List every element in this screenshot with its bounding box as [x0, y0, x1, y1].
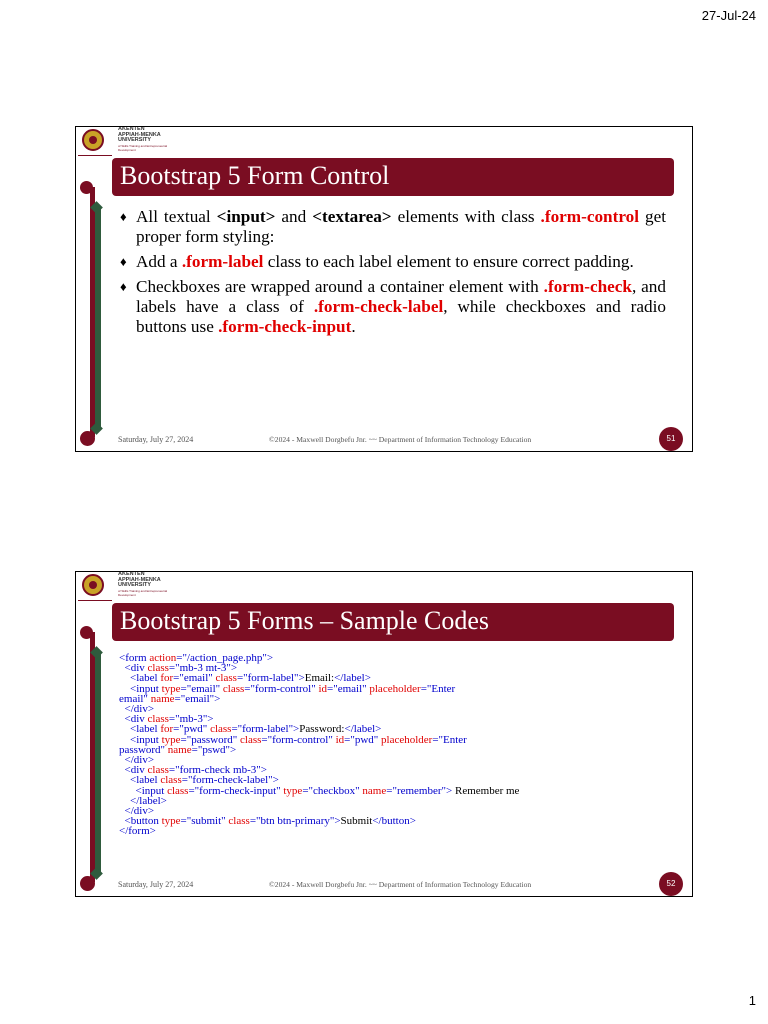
bullet-text-part: , while checkboxes and radio buttons use — [136, 297, 666, 336]
code-token: id — [335, 733, 345, 746]
code-token: ="password" — [180, 733, 241, 746]
bullet-text-part: .form-check-label — [313, 297, 444, 316]
bullet-text-part: .form-control — [540, 207, 640, 226]
code-token: ="email" — [173, 672, 216, 685]
bullet-text-part: .form-check — [543, 277, 632, 296]
bullet-text-part: get proper form styling: — [136, 207, 666, 246]
code-token: ="Enter — [432, 733, 467, 746]
header-divider — [78, 600, 112, 601]
bullet-text-part: . — [351, 317, 356, 336]
code-token: ="submit" — [180, 815, 229, 828]
code-token: class — [222, 682, 245, 695]
bullet-text-part: , and labels have a class of — [136, 277, 666, 316]
code-token: name — [150, 692, 175, 705]
code-token: <input — [119, 733, 162, 746]
slide-title: Bootstrap 5 Forms – Sample Codes — [120, 606, 490, 635]
code-token: ="email" — [327, 682, 370, 695]
university-seal-icon — [82, 129, 104, 151]
code-token: ="/action_page.php"> — [176, 652, 274, 664]
code-token: name — [362, 784, 387, 797]
decor-dot-bottom — [80, 431, 95, 446]
code-token: placeholder — [369, 682, 421, 695]
decor-dot-top — [80, 181, 93, 194]
bullet-text-part: class to each label element to ensure correct padding. — [263, 252, 634, 271]
code-token: type — [161, 815, 181, 828]
code-token: action — [149, 652, 177, 664]
code-token: ="email"> — [174, 692, 221, 705]
bullet-text-part: Checkboxes are wrapped around a container element with — [136, 277, 544, 296]
diamond-bullet-icon: ♦ — [120, 209, 127, 224]
code-token: class — [147, 662, 169, 675]
code-token: ="Enter — [420, 682, 456, 695]
code-token: <label — [119, 723, 161, 736]
code-token: </div> — [119, 754, 155, 767]
title-banner — [112, 603, 674, 641]
footer-date: Saturday, July 27, 2024 — [118, 435, 194, 444]
logo-subtitle: of Skills Training and Entrepreneurial Development — [118, 144, 168, 152]
code-token: ="form-check-label"> — [181, 774, 279, 787]
code-token: class — [160, 774, 182, 787]
bullet-text-part: .form-check-input — [218, 317, 352, 336]
logo-text: AKENTEN APPIAH-MENKA UNIVERSITY — [118, 126, 161, 143]
code-token: </div> — [119, 703, 155, 716]
bullet-text-part: and — [275, 207, 313, 226]
code-token: </button> — [372, 815, 416, 828]
code-token: password" — [119, 743, 168, 756]
code-token: ="form-control" — [261, 733, 336, 746]
footer-copyright: ©2024 - Maxwell Dorgbefu Jnr. ~~ Department of Information Technology Education — [269, 880, 532, 889]
code-token: class — [215, 672, 237, 685]
code-token: name — [167, 743, 192, 756]
code-line — [119, 694, 659, 704]
bullet-item — [120, 277, 666, 337]
code-token: <label — [119, 774, 161, 787]
code-line — [119, 745, 659, 755]
code-token: <div — [119, 764, 148, 777]
code-token: for — [160, 723, 174, 736]
code-token: type — [161, 682, 181, 695]
code-token: ="form-check mb-3"> — [168, 764, 267, 777]
code-token: ="btn btn-primary"> — [249, 815, 341, 828]
code-sample — [119, 653, 659, 837]
code-token: ="mb-3"> — [168, 713, 214, 726]
decor-bar-green — [95, 652, 101, 874]
code-token: </label> — [334, 672, 371, 685]
decor-dot-top — [80, 626, 93, 639]
code-token: class — [167, 784, 189, 797]
code-token: ="form-check-input" — [188, 784, 284, 797]
code-token: ="remember"> — [386, 784, 453, 797]
logo-subtitle: of Skills Training and Entrepreneurial Development — [118, 589, 168, 597]
code-token: ="pwd" — [344, 733, 382, 746]
university-seal-icon — [82, 574, 104, 596]
code-token: </div> — [119, 805, 155, 818]
code-token: ="form-label"> — [231, 723, 300, 736]
slide-52 — [75, 571, 693, 897]
code-line — [119, 796, 659, 806]
code-token: <div — [119, 713, 148, 726]
page-date: 27-Jul-24 — [701, 8, 756, 23]
code-line — [119, 826, 659, 836]
bullet-text-part: .form-label — [181, 252, 264, 271]
slide-title: Bootstrap 5 Form Control — [120, 161, 390, 190]
code-token: ="email" — [180, 682, 223, 695]
code-token: Submit — [340, 815, 373, 828]
code-token: <input — [119, 682, 162, 695]
bullet-text-part: Add a — [136, 252, 182, 271]
code-token: id — [318, 682, 327, 695]
diamond-bullet-icon: ♦ — [120, 254, 127, 269]
code-line — [119, 786, 659, 796]
footer-copyright: ©2024 - Maxwell Dorgbefu Jnr. ~~ Department of Information Technology Education — [269, 435, 532, 444]
bullet-text-part: <input> — [216, 207, 276, 226]
code-token: class — [240, 733, 262, 746]
code-token: Remember me — [452, 784, 520, 797]
footer-date: Saturday, July 27, 2024 — [118, 880, 194, 889]
code-token: class — [147, 713, 169, 726]
code-token: class — [228, 815, 250, 828]
bullet-text-part: elements with class — [391, 207, 541, 226]
header-divider — [78, 155, 112, 156]
bullet-list — [120, 207, 666, 342]
title-banner — [112, 158, 674, 196]
code-token: Email: — [304, 672, 335, 685]
code-token: ="form-label"> — [236, 672, 305, 685]
code-token: ="form-control" — [244, 682, 319, 695]
code-token: </label> — [344, 723, 382, 736]
code-token: <label — [119, 672, 161, 685]
code-token: <div — [119, 662, 148, 675]
code-line — [119, 816, 659, 826]
code-token: </form> — [119, 825, 156, 838]
code-token: ="pwd" — [173, 723, 211, 736]
bullet-item — [120, 207, 666, 247]
code-token: class — [147, 764, 169, 777]
bullet-item — [120, 252, 666, 272]
code-token: email" — [119, 692, 151, 705]
code-token: type — [283, 784, 303, 797]
code-token: <button — [119, 815, 162, 828]
code-token: ="pswd"> — [191, 743, 237, 756]
bullet-text-part: All textual — [136, 207, 217, 226]
bullet-text-part: <textarea> — [312, 207, 392, 226]
diamond-bullet-icon: ♦ — [120, 279, 127, 294]
decor-bar-green — [95, 207, 101, 429]
code-token: ="mb-3 mt-3"> — [168, 662, 238, 675]
code-token: for — [160, 672, 174, 685]
slide-51 — [75, 126, 693, 452]
decor-dot-bottom — [80, 876, 95, 891]
university-logo — [78, 127, 188, 157]
code-token: type — [161, 733, 181, 746]
code-token: ="checkbox" — [302, 784, 363, 797]
page-number: 1 — [748, 993, 756, 1008]
code-token: Password: — [299, 723, 345, 736]
slide-number: 52 — [659, 872, 683, 896]
university-logo — [78, 572, 188, 602]
code-token: placeholder — [381, 733, 433, 746]
code-token: <input — [119, 784, 168, 797]
code-token: class — [210, 723, 232, 736]
code-token: <form — [119, 652, 150, 664]
code-token: </label> — [119, 794, 167, 807]
logo-text: AKENTEN APPIAH-MENKA UNIVERSITY — [118, 571, 161, 588]
slide-number: 51 — [659, 427, 683, 451]
